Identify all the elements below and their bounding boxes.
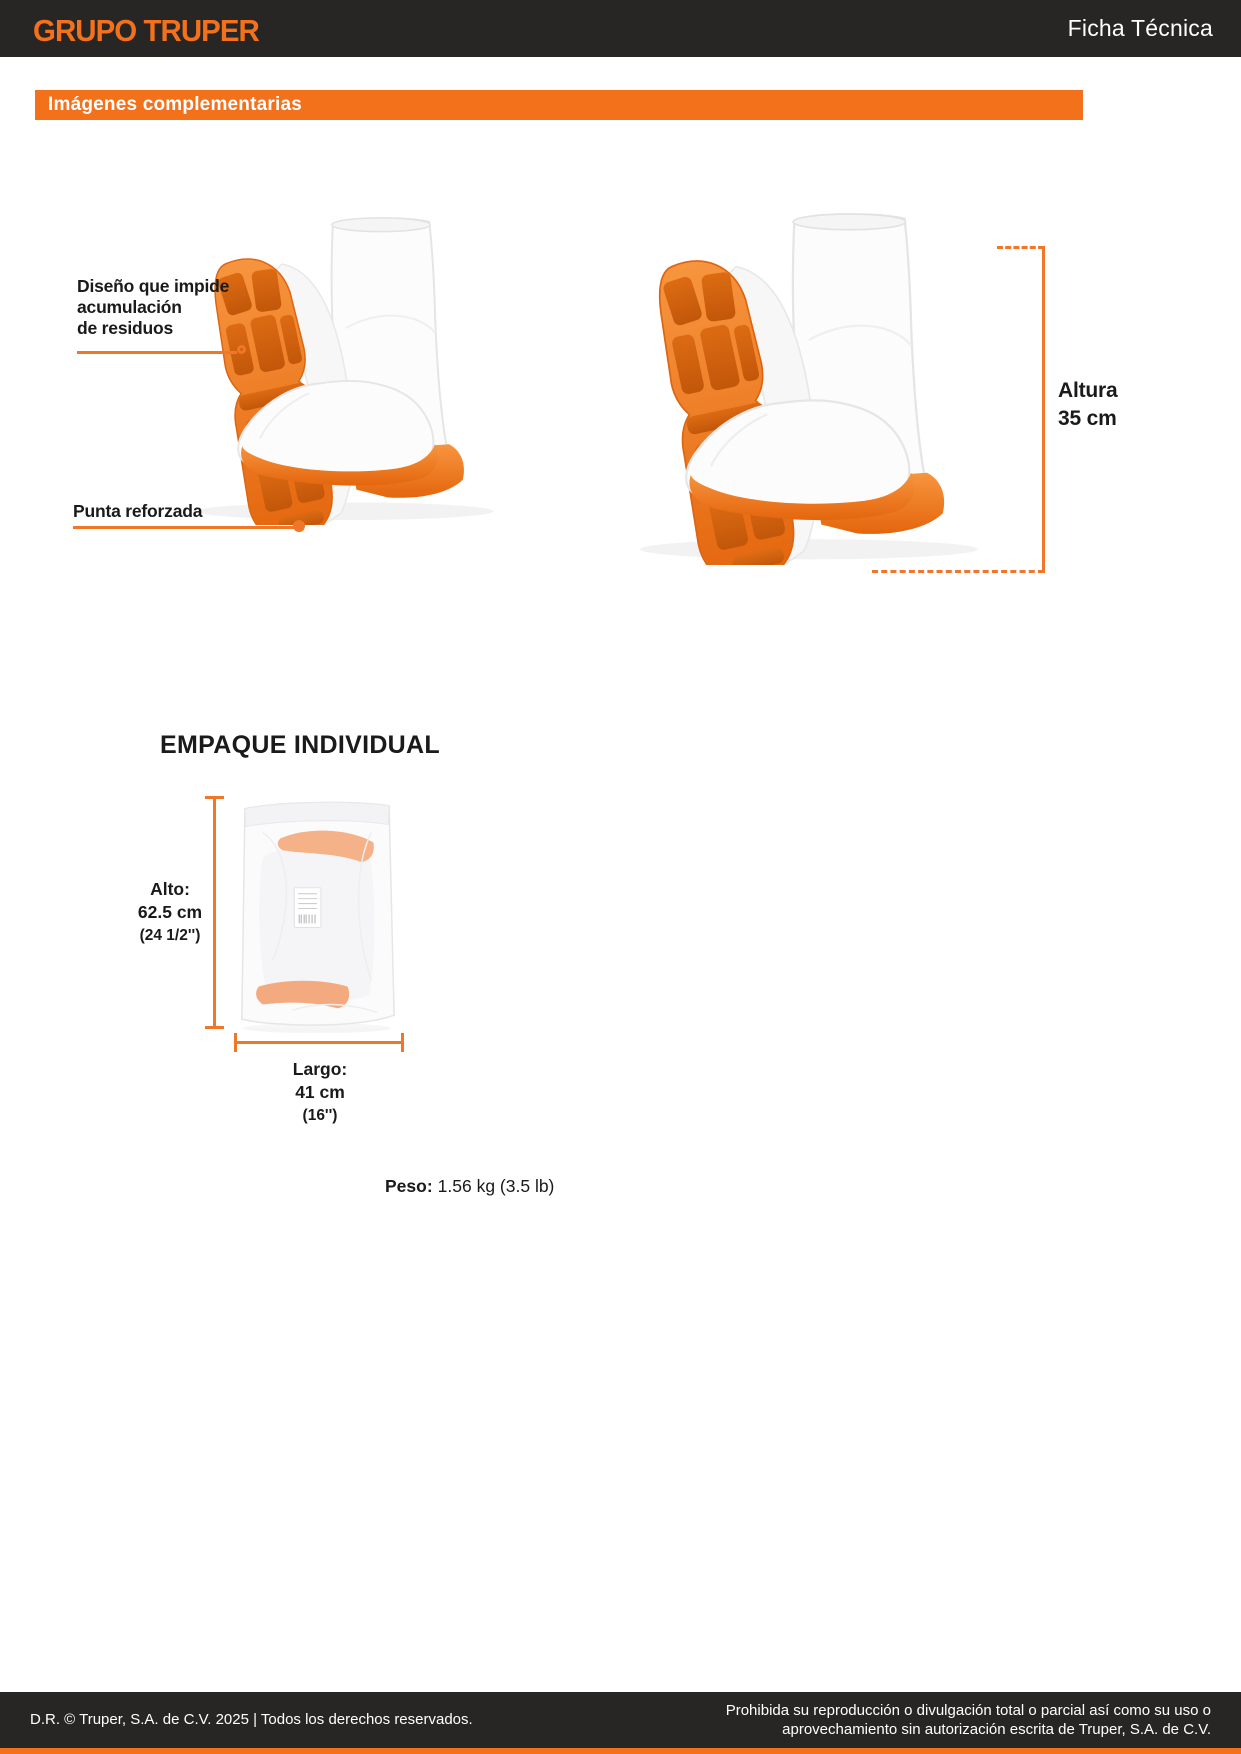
height-dimension-label: Altura 35 cm xyxy=(1058,379,1118,430)
packaging-title: EMPAQUE INDIVIDUAL xyxy=(160,731,440,759)
weight-label: Peso: 1.56 kg (3.5 lb) xyxy=(385,1176,555,1196)
callout-design-line xyxy=(77,351,237,354)
bag-length-cap-right xyxy=(401,1033,404,1052)
footer-copyright: D.R. © Truper, S.A. de C.V. 2025 | Todos los derechos reservados. xyxy=(30,1711,473,1728)
boots-illustration-right xyxy=(622,205,1007,565)
callout-toe-marker xyxy=(293,520,305,532)
brand-logo: GRUPO TRUPER xyxy=(33,13,259,48)
footer-bar xyxy=(0,1692,1241,1748)
callout-toe-line xyxy=(73,526,294,529)
height-dimension-line xyxy=(1042,246,1045,573)
bag-length-cap-left xyxy=(234,1033,237,1052)
bag-height-cap-bottom xyxy=(205,1026,224,1029)
height-dimension-dash-top xyxy=(997,246,1044,249)
footer-legal: Prohibida su reproducción o divulgación total o parcial así como su uso o aprovechamiento sin autorización escrita de Truper, S.A. de C.V. xyxy=(725,1702,1211,1738)
callout-toe-text: Punta reforzada xyxy=(73,501,203,521)
bag-height-label: Alto: 62.5 cm (24 1/2'') xyxy=(137,879,203,944)
section-banner xyxy=(35,90,1083,120)
height-dimension-dash-bottom xyxy=(872,570,1044,573)
bag-length-label: Largo: 41 cm (16'') xyxy=(292,1059,348,1124)
boots-illustration-left xyxy=(178,210,523,525)
section-title: Imágenes complementarias xyxy=(48,94,303,115)
footer-accent-strip xyxy=(0,1748,1241,1754)
header-bar xyxy=(0,0,1241,57)
document-type-title: Ficha Técnica xyxy=(1067,15,1213,41)
callout-design-text: Diseño que impide acumulación de residuos xyxy=(77,276,230,338)
bag-height-cap-top xyxy=(205,796,224,799)
bag-length-dimension-line xyxy=(235,1041,403,1044)
callout-design-marker xyxy=(237,345,246,354)
packaging-bag-illustration xyxy=(233,792,401,1036)
